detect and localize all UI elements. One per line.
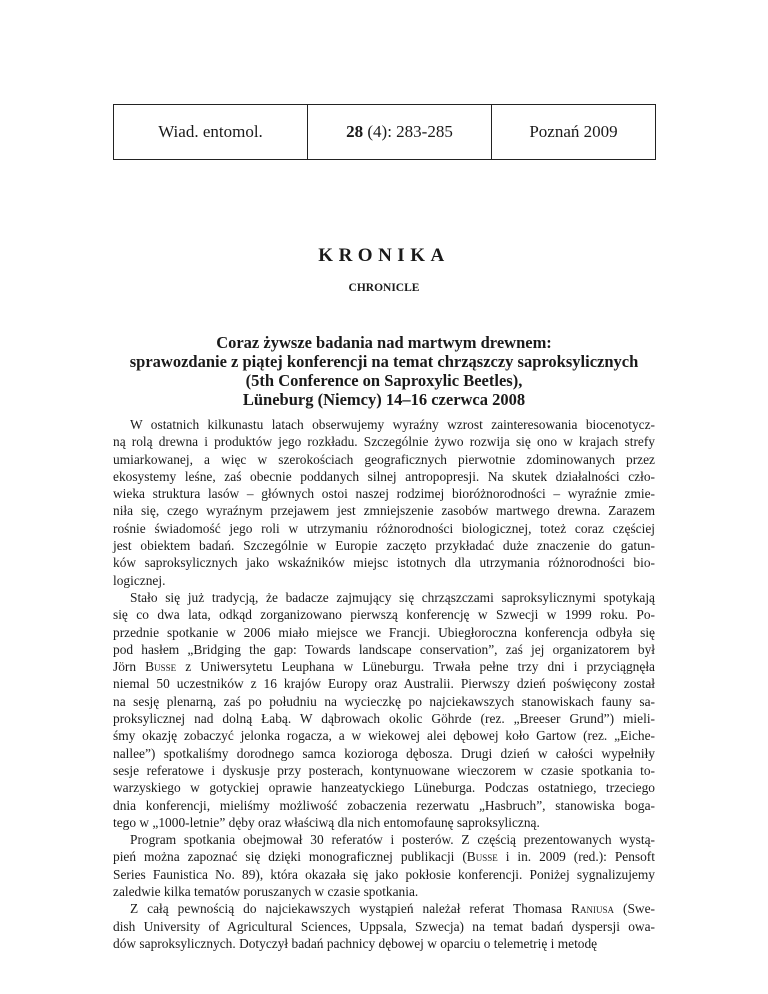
article-title-line: (5th Conference on Saproxylic Beetles), bbox=[245, 371, 523, 390]
paragraph bbox=[113, 589, 655, 831]
text-line: niemal 50 uczestników z 16 krajów Europy oraz Australii. Pierwszy dzień poświęcony został bbox=[113, 676, 655, 692]
text-line: dów saproksylicznych. Dotyczył badań pachnicy dębowej w oparciu o telemetrię i metodę bbox=[113, 935, 598, 951]
text-line: Series Faunistica No. 89), która okazała się jako pokłosie konferencji. Poniżej sygnalizujemy bbox=[113, 866, 655, 882]
text-line: śmy okazję zobaczyć jelonka rogacza, a w wiekowej alei dębowej koło Gartow (rez. „Eiche- bbox=[113, 728, 655, 744]
article-title-line: sprawozdanie z piątej konferencji na temat chrząszczy saproksylicznych bbox=[129, 352, 639, 371]
text-line: rośnie świadomość jego roli w utrzymaniu różnorodności biologicznej, toteż coraz częściej bbox=[113, 520, 655, 536]
paragraph bbox=[113, 900, 655, 952]
paragraph bbox=[113, 831, 655, 900]
text-line: umiarkowanej, a więc w szerokościach geograficznych pierwotnie zdominowanych przez bbox=[113, 451, 655, 467]
article-title-line: Coraz żywsze badania nad martwym drewnem: bbox=[216, 333, 552, 352]
text-line: pod hasłem „Bridging the gap: Towards landscape conservation”, zaś jej organizatorem był bbox=[113, 641, 655, 657]
journal-header-table bbox=[113, 104, 656, 160]
issue-pages: (4): 283-285 bbox=[363, 122, 453, 141]
text-line: Z całą pewnością do najciekawszych wystąpień należał referat Thomasa Raniusa (Swe- bbox=[130, 901, 655, 917]
section-subtitle: CHRONICLE bbox=[348, 282, 420, 294]
text-line: pień można zapoznać się dzięki monograficznej publikacji (Busse i in. 2009 (red.): Pensoft bbox=[113, 849, 655, 865]
text-line: nallee”) spotkaliśmy dorodnego samca kozioroga dębosza. Drugi dzień w całości wypełniły bbox=[113, 745, 655, 761]
text-line: W ostatnich kilkunastu latach obserwujemy wyraźny wzrost zainteresowania biocenotycz- bbox=[130, 417, 655, 432]
paragraph bbox=[113, 416, 655, 589]
article-title bbox=[100, 333, 668, 409]
article-body bbox=[113, 416, 655, 952]
text-line: dnia konferencji, mieliśmy możliwość zobaczenia rezerwatu „Hasbruch”, stanowiska boga- bbox=[113, 797, 655, 813]
author-surname: usse bbox=[475, 849, 498, 865]
text-line: jest obiektem badań. Szczególnie w Europie zaczęto przykładać duże znaczenie do gatun- bbox=[113, 538, 655, 554]
text-line: ków saproksylicznych jako wskaźników miejsc istotnych dla utrzymania różnorodności bio- bbox=[113, 555, 655, 571]
author-surname: aniusa bbox=[580, 901, 615, 917]
text-line: warzyskiego w gotyckiej oprawie hanzeatyckiego Lüneburga. Podczas ostatniego, trzeciego bbox=[113, 780, 655, 796]
text-line: ną rolą drewna i produktów jego rozkładu. Szczególnie żywo rozwija się ono w krajach strefy bbox=[113, 434, 655, 450]
text-line: zaledwie kilka tematów poruszanych w czasie spotkania. bbox=[113, 884, 419, 900]
volume-issue-pages bbox=[308, 105, 492, 160]
author-surname: usse bbox=[154, 659, 177, 675]
text-line: wieka struktura lasów – głównych ostoi naszej rodzimej bioróżnorodności – wyraźnie zmie- bbox=[113, 486, 655, 502]
text-line: ekosystemy leśne, zaś obecnie poddanych silnej antropopresji. Na skutek działalności czło- bbox=[113, 468, 655, 484]
article-title-line: Lüneburg (Niemcy) 14–16 czerwca 2008 bbox=[242, 390, 526, 409]
journal-name bbox=[114, 105, 308, 160]
text-line: dish University of Agricultural Sciences, Uppsala, Szwecja) na temat badań dyspersji owa- bbox=[113, 918, 655, 934]
place-year-text: Poznań 2009 bbox=[529, 122, 618, 141]
text-line: niła się, czego wyraźnym przejawem jest zmniejszenie zasobów martwego drewna. Zarazem bbox=[113, 503, 655, 519]
place-year bbox=[492, 105, 656, 160]
text-line: Stało się już tradycją, że badacze zajmujący się chrząszczami saproksylicznymi spotykają bbox=[130, 589, 655, 605]
text-line: proksylicznej nad dolną Łabą. W dąbrowach okolic Göhrde (rez. „Breeser Grund”) mieli- bbox=[113, 711, 655, 727]
text-line: się co dwa lata, odkąd zorganizowano pierwszą konferencję w Szwecji w 1999 roku. Po- bbox=[113, 607, 655, 623]
journal-name-text: Wiad. entomol. bbox=[158, 122, 263, 141]
text-line: Program spotkania obejmował 30 referatów i posterów. Z częścią prezentowanych wystą- bbox=[130, 832, 655, 848]
text-line: przednie spotkanie w 2006 miało miejsce we Francji. Ubiegłoroczna konferencja odbyła się bbox=[113, 624, 655, 640]
text-line: Jörn Busse z Uniwersytetu Leuphana w Lüneburgu. Trwała pełne trzy dni i przyciągnęła bbox=[113, 659, 655, 675]
text-line: logicznej. bbox=[113, 572, 166, 588]
text-line: tego w „1000-letnie” dęby oraz właściwą dla nich entomofaunę saproksyliczną. bbox=[113, 814, 540, 830]
text-line: na sesję plenarną, zaś po południu na wycieczkę po najciekawszych stanowiskach fauny sa- bbox=[113, 693, 655, 709]
volume-number: 28 bbox=[346, 122, 364, 141]
text-line: sesje referatowe i dyskusje przy posterach, kontynuowane wieczorem w czasie spotkania to- bbox=[113, 762, 655, 778]
section-title: KRONIKA bbox=[318, 245, 450, 266]
